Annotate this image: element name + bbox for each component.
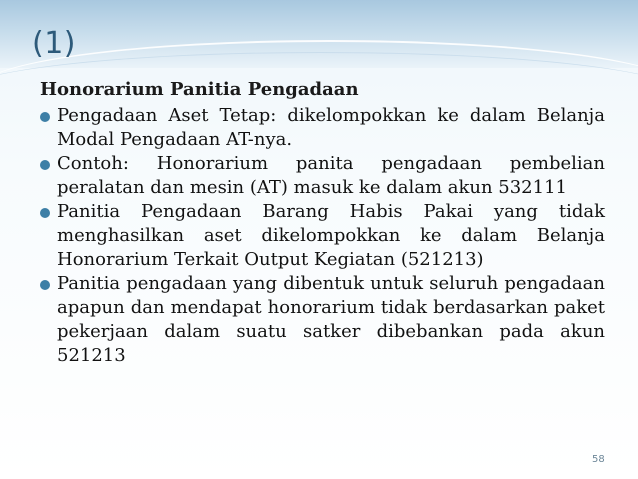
bullet-text: Panitia Pengadaan Barang Habis Pakai yang tidak menghasilkan aset dikelompokkan ke dalam Belanja Honorarium Terkait Output Kegiatan (521213) — [57, 201, 605, 270]
page-number: 58 — [592, 454, 605, 465]
bullet-dot-icon — [40, 112, 50, 122]
section-heading: Honorarium Panitia Pengadaan — [40, 79, 359, 100]
bullet-text: Contoh: Honorarium panita pengadaan pembelian peralatan dan mesin (AT) masuk ke dalam akun 532111 — [57, 153, 605, 198]
bullet-item — [40, 104, 605, 152]
bullet-text: Panitia pengadaan yang dibentuk untuk seluruh pengadaan apapun dan mendapat honorarium tidak berdasarkan paket pekerjaan dalam suatu satker dibebankan pada akun 521213 — [57, 273, 605, 366]
bullet-item — [40, 200, 605, 272]
bullet-text: Pengadaan Aset Tetap: dikelompokkan ke dalam Belanja Modal Pengadaan AT-nya. — [57, 105, 605, 150]
bullet-dot-icon — [40, 208, 50, 218]
bullet-item — [40, 152, 605, 200]
slide-title: (1) — [32, 26, 76, 61]
bullet-item — [40, 272, 605, 368]
bullet-dot-icon — [40, 280, 50, 290]
slide-content — [40, 78, 605, 368]
bullet-dot-icon — [40, 160, 50, 170]
